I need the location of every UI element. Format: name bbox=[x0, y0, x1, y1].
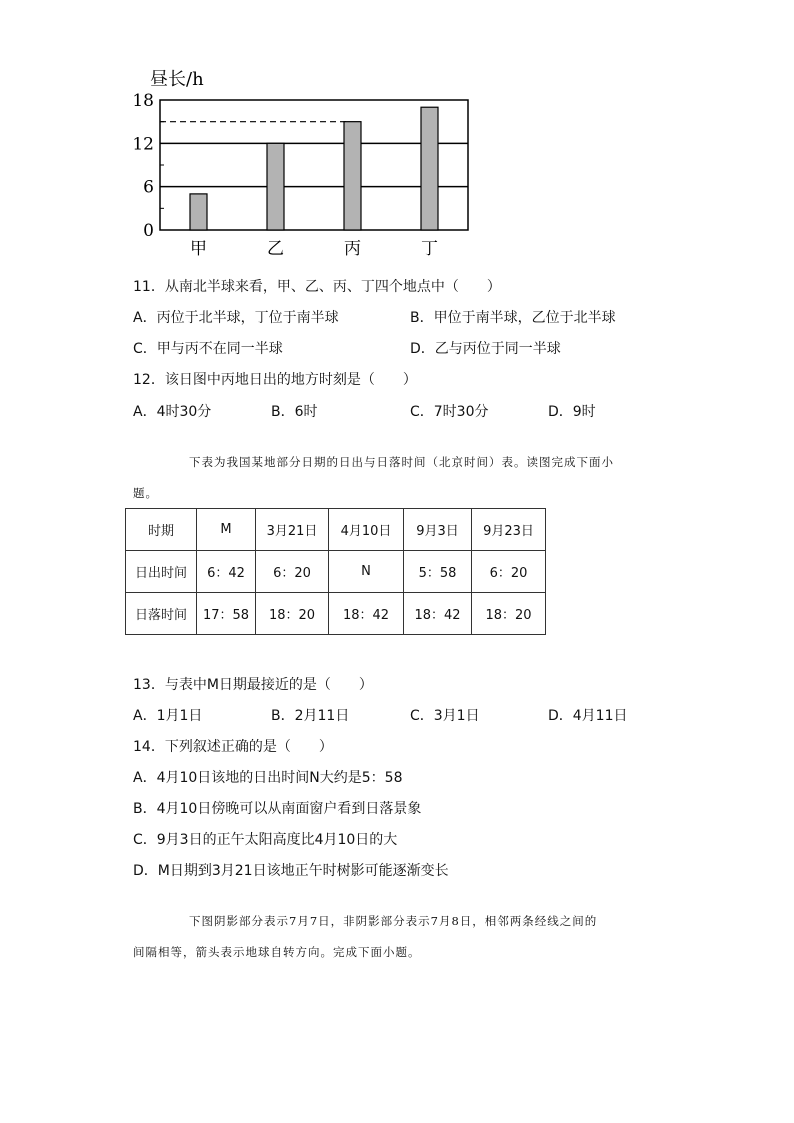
bar-2 bbox=[344, 122, 361, 230]
q13-option-b[interactable]: B．2月11日 bbox=[271, 708, 350, 724]
q14-option-b[interactable]: B．4月10日傍晚可以从南面窗户看到日落景象 bbox=[133, 801, 422, 817]
table-cell: 18：20 bbox=[256, 593, 329, 635]
q13-stem: 13．与表中M日期最接近的是（ ） bbox=[133, 677, 373, 693]
y-axis-label: 昼长/h bbox=[150, 69, 204, 90]
x-tick-label: 丙 bbox=[344, 239, 361, 259]
q13-option-d[interactable]: D．4月11日 bbox=[548, 708, 628, 724]
q12-option-a[interactable]: A．4时30分 bbox=[133, 404, 212, 420]
q12-stem: 12．该日图中丙地日出的地方时刻是（ ） bbox=[133, 372, 417, 388]
table-cell: 17：58 bbox=[197, 593, 256, 635]
table-row-sunset bbox=[126, 593, 546, 635]
table-cell: 18：42 bbox=[404, 593, 472, 635]
y-tick-label: 0 bbox=[143, 221, 154, 241]
day-length-bar-chart bbox=[120, 60, 480, 265]
q11-option-a[interactable]: A．丙位于北半球，丁位于南半球 bbox=[133, 310, 339, 326]
table-cell: 5：58 bbox=[404, 551, 472, 593]
q14-option-c[interactable]: C．9月3日的正午太阳高度比4月10日的大 bbox=[133, 832, 398, 848]
y-tick-label: 6 bbox=[143, 177, 154, 198]
table-row-header bbox=[126, 509, 546, 551]
table-cell: 时期 bbox=[126, 509, 197, 551]
y-tick-label: 12 bbox=[132, 134, 154, 155]
y-tick-label: 18 bbox=[132, 91, 154, 111]
q12-option-c[interactable]: C．7时30分 bbox=[410, 404, 489, 420]
x-tick-label: 甲 bbox=[190, 239, 207, 259]
q14-stem: 14．下列叙述正确的是（ ） bbox=[133, 739, 333, 755]
x-tick-label: 乙 bbox=[267, 239, 284, 259]
table-row-sunrise bbox=[126, 551, 546, 593]
q13-option-a[interactable]: A．1月1日 bbox=[133, 708, 203, 724]
table-cell: 4月10日 bbox=[329, 509, 404, 551]
table-cell: 6：20 bbox=[472, 551, 546, 593]
sunrise-sunset-table bbox=[125, 508, 546, 635]
q13-option-c[interactable]: C．3月1日 bbox=[410, 708, 480, 724]
table-cell: 9月23日 bbox=[472, 509, 546, 551]
table-cell: 3月21日 bbox=[256, 509, 329, 551]
table-cell: 日落时间 bbox=[126, 593, 197, 635]
bar-0 bbox=[190, 194, 207, 230]
q14-option-d[interactable]: D．M日期到3月21日该地正午时树影可能逐渐变长 bbox=[133, 863, 449, 879]
table-cell: M bbox=[197, 509, 256, 551]
intro-1-line-2: 题。 bbox=[133, 486, 158, 500]
q11-option-d[interactable]: D．乙与丙位于同一半球 bbox=[410, 341, 561, 357]
q11-stem: 11．从南北半球来看，甲、乙、丙、丁四个地点中（ ） bbox=[133, 279, 501, 295]
q12-option-d[interactable]: D．9时 bbox=[548, 404, 596, 420]
table-cell: 6：20 bbox=[256, 551, 329, 593]
table-cell: 9月3日 bbox=[404, 509, 472, 551]
q11-option-b[interactable]: B．甲位于南半球，乙位于北半球 bbox=[410, 310, 616, 326]
q11-option-c[interactable]: C．甲与丙不在同一半球 bbox=[133, 341, 283, 357]
intro-1-line-1: 下表为我国某地部分日期的日出与日落时间（北京时间）表。读图完成下面小 bbox=[189, 455, 614, 469]
intro-2-line-2: 间隔相等，箭头表示地球自转方向。完成下面小题。 bbox=[133, 945, 421, 959]
x-tick-label: 丁 bbox=[421, 239, 438, 259]
table-cell: N bbox=[329, 551, 404, 593]
table-cell: 6：42 bbox=[197, 551, 256, 593]
q14-option-a[interactable]: A．4月10日该地的日出时间N大约是5：58 bbox=[133, 770, 403, 786]
table-cell: 18：20 bbox=[472, 593, 546, 635]
table-cell: 日出时间 bbox=[126, 551, 197, 593]
intro-2-line-1: 下图阴影部分表示7月7日，非阴影部分表示7月8日，相邻两条经线之间的 bbox=[189, 914, 598, 928]
q12-option-b[interactable]: B．6时 bbox=[271, 404, 318, 420]
bar-3 bbox=[421, 107, 438, 230]
table-cell: 18：42 bbox=[329, 593, 404, 635]
bar-1 bbox=[267, 143, 284, 230]
